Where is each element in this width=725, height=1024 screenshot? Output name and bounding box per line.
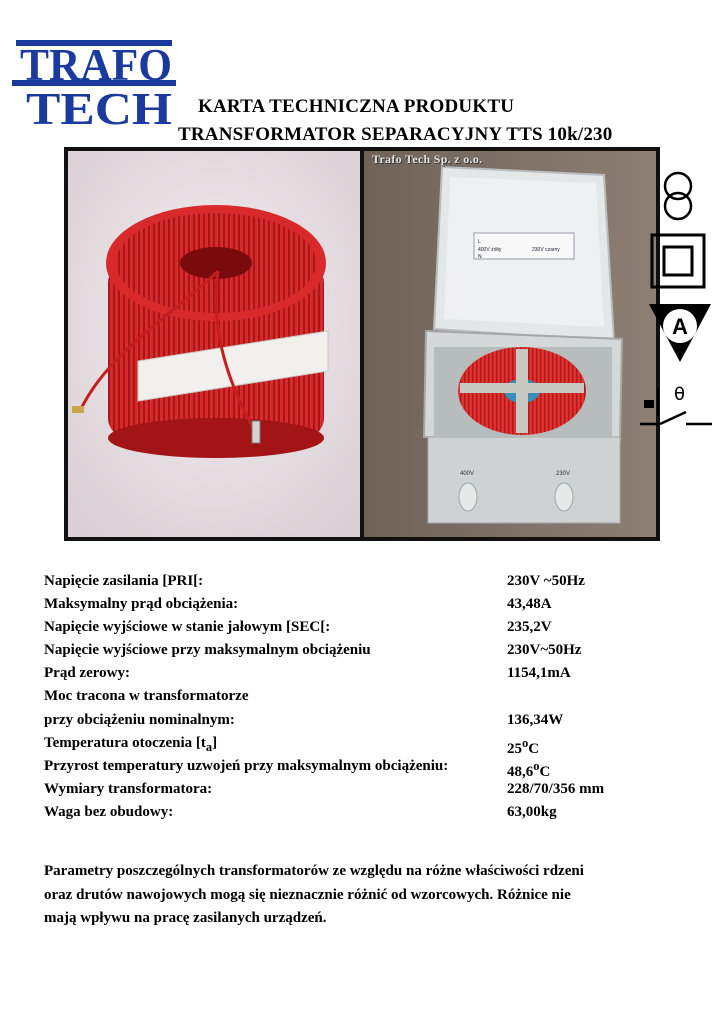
spec-label: Napięcie wyjściowe w stanie jałowym [SEC[: [44,619,331,636]
enclosure-photo [364,151,656,537]
spec-value-degree: o [533,758,540,773]
thermal-protection-icon [638,380,714,430]
spec-label: Prąd zerowy: [44,665,130,682]
thermal-theta: θ [674,384,686,405]
insulation-class-letter: A [672,314,688,339]
spec-value-degree: o [522,735,529,750]
note-line: oraz drutów nawojowych mogą się nieznacznie różnić od wzorcowych. Różnice nie [44,886,571,903]
spec-value: 25$^o$C [507,735,540,757]
spec-row [44,639,664,662]
spec-label: Maksymalny prąd obciążenia: [44,596,239,613]
disclaimer-note [44,860,694,931]
document-title: KARTA TECHNICZNA PRODUKTU [198,96,515,117]
product-title: TRANSFORMATOR SEPARACYJNY TTS 10k/230 [178,124,613,145]
spec-row [44,755,664,778]
spec-row [44,662,664,685]
toroidal-transformer-photo [68,151,360,537]
spec-value: 136,34W [507,711,564,728]
spec-row [44,570,664,593]
spec-value: 230V ~50Hz [507,573,585,589]
spec-value: 228/70/356 mm [507,780,605,797]
spec-row [44,732,664,755]
lid-label-l: L [478,239,481,245]
insulation-class-icon [647,300,713,364]
spec-value: 63,00kg [507,803,557,820]
spec-row [44,685,664,708]
spec-value: 230V~50Hz [507,642,582,659]
spec-label: przy obciążeniu nominalnym: [44,711,235,728]
specifications-table [44,570,664,824]
spec-label-subscript: a [205,739,213,754]
spec-value: 235,2V [507,619,552,636]
spec-label: Temperatura otoczenia $[t_a]$ [44,734,218,754]
spec-label: Przyrost temperatury uzwojeń przy maksymalnym obciążeniu: [44,757,449,774]
logo-line1: TRAFO [20,39,172,90]
spec-label: Napięcie wyjściowe przy maksymalnym obciążeniu [44,642,371,659]
spec-label: Wymiary transformatora: [44,780,213,797]
lid-label-230v: 230V czarny [532,247,560,253]
spec-row [44,616,664,639]
spec-row [44,709,664,732]
lid-label-n: N [478,254,482,260]
trafo-tech-logo [12,36,176,128]
transformer-symbol-icon [658,170,698,224]
spec-row [44,778,664,801]
lid-label-400v: 400V żółty [478,247,502,253]
spec-value: 1154,1mA [507,665,571,682]
logo-line2: TECH [26,83,173,128]
spec-row [44,593,664,616]
spec-row [44,801,664,824]
box-label-230v: 230V [556,471,571,477]
spec-label: Napięcie zasilania [PRI[: [44,573,204,589]
double-insulation-icon [649,232,707,290]
photo-caption: Trafo Tech Sp. z o.o. [372,152,483,166]
spec-label: Moc tracona w transformatorze [44,688,249,705]
spec-value: 43,48A [507,596,552,613]
note-line: Parametry poszczególnych transformatorów ze względu na różne właściwości rdzeni [44,863,584,879]
spec-value: 48,6$^o$C [507,758,551,780]
note-line: mają wpływu na pracę zasilanych urządzeń. [44,910,327,926]
box-label-400v: 400V [460,471,475,477]
spec-label: Waga bez obudowy: [44,803,174,820]
